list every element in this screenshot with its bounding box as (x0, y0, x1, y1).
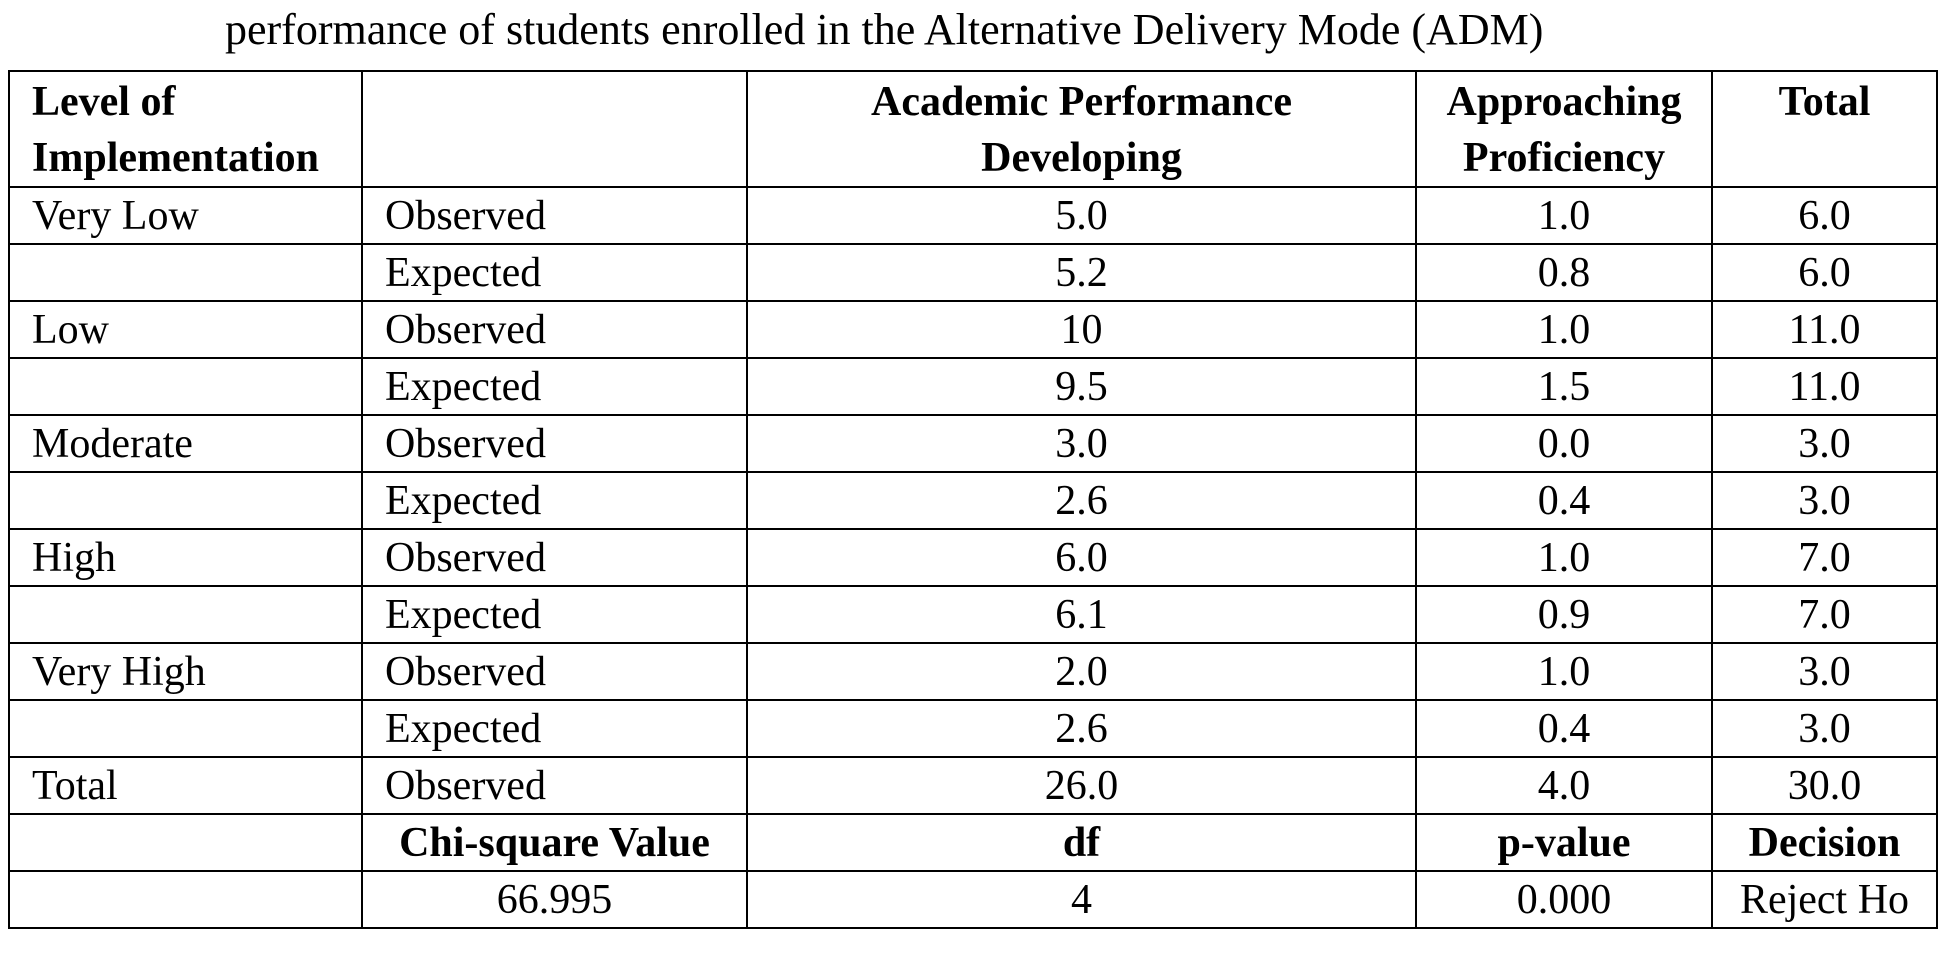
type-cell: Expected (362, 586, 747, 643)
total-cell: 7.0 (1712, 586, 1937, 643)
header-level-line2: Implementation (32, 135, 319, 181)
table-row (9, 244, 1937, 301)
header-academic-line2: Developing (981, 135, 1182, 181)
type-cell: Expected (362, 700, 747, 757)
stats-header-row (9, 814, 1937, 871)
type-cell: Expected (362, 472, 747, 529)
chi-square-value: 66.995 (362, 871, 747, 928)
level-cell: Very Low (9, 187, 362, 244)
table-row (9, 757, 1937, 814)
p-value-header: p-value (1416, 814, 1712, 871)
chi-square-table (8, 70, 1938, 929)
developing-cell: 3.0 (747, 415, 1416, 472)
developing-cell: 2.0 (747, 643, 1416, 700)
caption-text: performance of students enrolled in the Alternative Delivery Mode (ADM) (225, 5, 1544, 54)
developing-cell: 9.5 (747, 358, 1416, 415)
stats-values-blank (9, 871, 362, 928)
developing-cell: 6.1 (747, 586, 1416, 643)
developing-cell: 2.6 (747, 700, 1416, 757)
chi-square-value-header: Chi-square Value (362, 814, 747, 871)
approaching-cell: 4.0 (1416, 757, 1712, 814)
type-cell: Observed (362, 529, 747, 586)
developing-cell: 5.2 (747, 244, 1416, 301)
header-approaching-line1: Approaching (1446, 79, 1682, 125)
approaching-cell: 0.8 (1416, 244, 1712, 301)
level-cell (9, 244, 362, 301)
developing-cell: 6.0 (747, 529, 1416, 586)
total-cell: 6.0 (1712, 187, 1937, 244)
level-cell: Moderate (9, 415, 362, 472)
decision-header: Decision (1712, 814, 1937, 871)
developing-cell: 10 (747, 301, 1416, 358)
header-academic-line1: Academic Performance (871, 79, 1292, 125)
approaching-cell: 0.0 (1416, 415, 1712, 472)
table-row (9, 586, 1937, 643)
df-header: df (747, 814, 1416, 871)
header-row (9, 71, 1937, 187)
table-row (9, 358, 1937, 415)
df-value: 4 (747, 871, 1416, 928)
type-cell: Observed (362, 757, 747, 814)
p-value: 0.000 (1416, 871, 1712, 928)
header-approaching-line2: Proficiency (1462, 135, 1666, 181)
table-row (9, 187, 1937, 244)
header-level-of-implementation (9, 71, 362, 187)
table-row (9, 472, 1937, 529)
table-caption (0, 4, 1941, 54)
type-cell: Expected (362, 358, 747, 415)
total-cell: 3.0 (1712, 472, 1937, 529)
approaching-cell: 1.0 (1416, 187, 1712, 244)
stats-values-row (9, 871, 1937, 928)
header-total: Total (1712, 71, 1937, 187)
header-academic-performance (747, 71, 1416, 187)
approaching-cell: 0.4 (1416, 700, 1712, 757)
developing-cell: 26.0 (747, 757, 1416, 814)
stats-header-blank (9, 814, 362, 871)
approaching-cell: 1.0 (1416, 643, 1712, 700)
total-cell: 11.0 (1712, 358, 1937, 415)
approaching-cell: 1.0 (1416, 301, 1712, 358)
table-row (9, 529, 1937, 586)
level-cell: Very High (9, 643, 362, 700)
type-cell: Observed (362, 301, 747, 358)
decision-value: Reject Ho (1712, 871, 1937, 928)
level-cell: Total (9, 757, 362, 814)
type-cell: Observed (362, 415, 747, 472)
table-row (9, 643, 1937, 700)
approaching-cell: 0.4 (1416, 472, 1712, 529)
total-cell: 3.0 (1712, 700, 1937, 757)
level-cell: High (9, 529, 362, 586)
level-cell (9, 358, 362, 415)
level-cell: Low (9, 301, 362, 358)
table-row (9, 700, 1937, 757)
type-cell: Expected (362, 244, 747, 301)
level-cell (9, 586, 362, 643)
approaching-cell: 1.0 (1416, 529, 1712, 586)
total-cell: 3.0 (1712, 415, 1937, 472)
approaching-cell: 0.9 (1416, 586, 1712, 643)
header-approaching-proficiency (1416, 71, 1712, 187)
header-blank (362, 71, 747, 187)
developing-cell: 5.0 (747, 187, 1416, 244)
table-row (9, 301, 1937, 358)
total-cell: 3.0 (1712, 643, 1937, 700)
type-cell: Observed (362, 187, 747, 244)
level-cell (9, 700, 362, 757)
total-cell: 11.0 (1712, 301, 1937, 358)
approaching-cell: 1.5 (1416, 358, 1712, 415)
total-cell: 30.0 (1712, 757, 1937, 814)
developing-cell: 2.6 (747, 472, 1416, 529)
level-cell (9, 472, 362, 529)
table-row (9, 415, 1937, 472)
total-cell: 7.0 (1712, 529, 1937, 586)
total-cell: 6.0 (1712, 244, 1937, 301)
type-cell: Observed (362, 643, 747, 700)
header-level-line1: Level of (32, 79, 176, 125)
